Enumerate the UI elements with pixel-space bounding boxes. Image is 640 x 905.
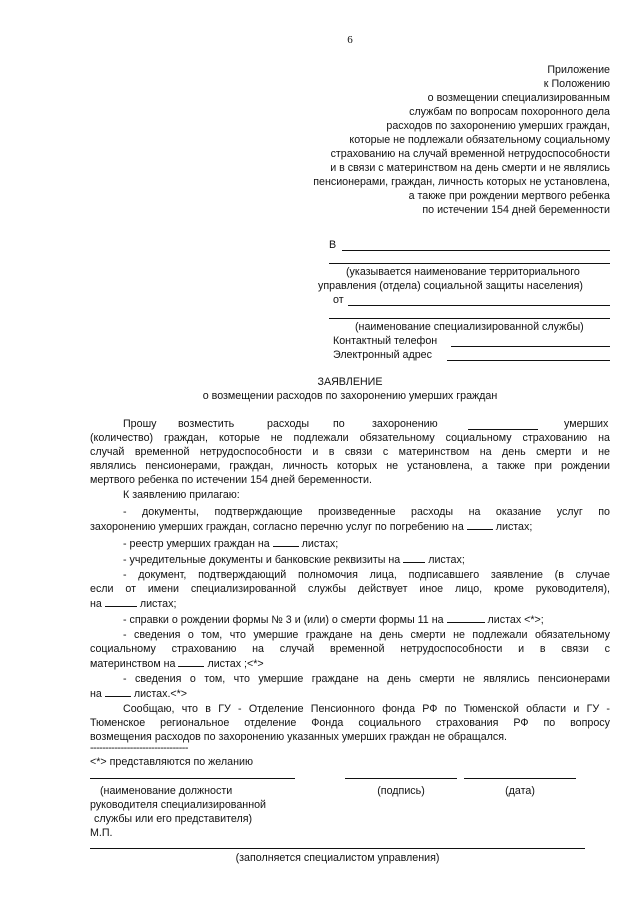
sheets-field[interactable]	[105, 686, 131, 697]
request-word: по	[333, 418, 345, 430]
page-number: 6	[347, 34, 353, 46]
attach-item-5-text: - справки о рождении формы № 3 и (или) о смерти формы 11 на	[123, 614, 444, 626]
request-word: расходы	[267, 418, 310, 430]
attach-item-6-suffix: листах ;<*>	[207, 658, 264, 670]
appendix-line: по истечении 154 дней беременности	[422, 204, 610, 216]
sheets-field[interactable]	[178, 656, 204, 667]
attach-item-3-suffix: листах;	[428, 554, 465, 566]
request-line: мертвого ребенка по истечении 154 дней беременности.	[90, 474, 372, 486]
sheets-field[interactable]	[273, 536, 299, 547]
appendix-line: пенсионерами, граждан, личность которых не установлена,	[313, 176, 610, 188]
attach-item-5	[123, 612, 544, 627]
position-hint-1: (наименование должности	[100, 785, 233, 797]
signature-label: (подпись)	[377, 785, 425, 797]
from-prefix: от	[333, 294, 344, 306]
appendix-line: службам по вопросам похоронного дела	[409, 106, 610, 118]
document-title: ЗАЯВЛЕНИЕ	[317, 376, 383, 388]
attach-item-6-line	[90, 656, 264, 671]
request-word: возместить	[178, 418, 235, 430]
to-prefix: В	[329, 239, 337, 251]
footnote: <*> представляются по желанию	[90, 756, 253, 768]
request-line: случай временной нетрудоспособности и в связи с материнством на день смерти и не	[90, 446, 610, 458]
appendix-line: о возмещении специализированным	[427, 92, 610, 104]
attach-item-3	[123, 552, 465, 567]
attach-item-4-line: - документ, подтверждающий полномочия лица, подписавшего заявление (в случае	[123, 569, 610, 581]
notice-line: Сообщаю, что в ГУ - Отделение Пенсионного фонда РФ по Тюменской области и ГУ -	[123, 703, 610, 715]
specialist-note: (заполняется специалистом управления)	[235, 852, 440, 864]
attach-item-7-suffix: листах.<*>	[133, 688, 188, 700]
sheets-field[interactable]	[403, 552, 425, 563]
stamp-label: М.П.	[90, 827, 113, 839]
attach-intro: К заявлению прилагаю:	[123, 489, 240, 501]
signature-field-line[interactable]	[345, 778, 457, 779]
request-word: умерших	[564, 418, 609, 430]
phone-label: Контактный телефон	[333, 335, 438, 347]
position-field-line[interactable]	[90, 778, 295, 779]
appendix-line: а также при рождении мертвого ребенка	[408, 190, 610, 202]
sheets-field[interactable]	[467, 519, 493, 530]
email-field-line[interactable]	[447, 360, 610, 361]
to-field-line-1[interactable]	[342, 250, 610, 251]
request-line: являлись пенсионерами, граждан, личность которых не установлена, а также при рождении	[90, 460, 610, 472]
attach-item-4-line	[90, 596, 176, 611]
request-word: захоронению	[372, 418, 438, 430]
request-line: (количество) граждан, которые не подлежали обязательному социальному страхованию на	[90, 432, 610, 444]
attach-item-1-suffix: листах;	[495, 521, 533, 533]
sheets-field[interactable]	[105, 596, 137, 607]
phone-field-line[interactable]	[451, 346, 610, 347]
document-subtitle: о возмещении расходов по захоронению умерших граждан	[202, 390, 498, 402]
request-word: Прошу	[123, 418, 157, 430]
attach-item-1-text: захоронению умерших граждан, согласно перечню услуг по погребению на	[90, 521, 464, 533]
attach-item-7-line	[90, 686, 187, 701]
position-hint-3: службы или его представителя)	[94, 813, 253, 825]
attach-item-6-line: - сведения о том, что умершие граждане на день смерти не подлежали обязательному	[123, 629, 610, 641]
appendix-line: Приложение	[547, 64, 610, 76]
attach-item-7-prefix: на	[90, 688, 102, 700]
attach-item-6-prefix: материнством на	[90, 658, 176, 670]
from-field-line-2[interactable]	[329, 318, 610, 319]
appendix-line: к Положению	[543, 78, 610, 90]
attach-item-6-line: социальному страхованию на случай временной нетрудоспособности и в связи с	[90, 643, 610, 655]
attach-item-2	[123, 536, 338, 551]
appendix-line: и в связи с материнством на день смерти и не являлись	[330, 162, 610, 174]
appendix-line: которые не подлежали обязательному социальному	[349, 134, 610, 146]
sheets-field[interactable]	[447, 612, 485, 623]
attach-item-4-prefix: на	[90, 598, 102, 610]
attach-item-2-text: - реестр умерших граждан на	[123, 538, 270, 550]
attach-item-7-line: - сведения о том, что умершие граждане на день смерти не являлись пенсионерами	[123, 673, 610, 685]
attach-item-5-suffix: листах <*>;	[487, 614, 544, 626]
to-hint-1: (указывается наименование территориального	[346, 266, 580, 278]
email-label: Электронный адрес	[333, 349, 432, 361]
footnote-separator: --------------------------------	[90, 742, 188, 754]
notice-line: Тюменское региональное отделение Фонда социального страхования РФ по вопросу	[90, 717, 610, 729]
to-hint-2: управления (отдела) социальной защиты населения)	[318, 280, 583, 292]
attach-item-1-line: - документы, подтверждающие произведенные расходы на оказание услуг по	[123, 506, 610, 518]
appendix-line: расходов по захоронению умерших граждан,	[386, 120, 610, 132]
date-field-line[interactable]	[464, 778, 576, 779]
attach-item-4-suffix: листах;	[139, 598, 177, 610]
position-hint-2: руководителя специализированной	[90, 799, 267, 811]
attach-item-2-suffix: листах;	[301, 538, 339, 550]
attach-item-3-text: - учредительные документы и банковские реквизиты на	[123, 554, 401, 566]
deceased-count-field[interactable]	[468, 429, 538, 430]
appendix-line: страхованию на случай временной нетрудоспособности	[330, 148, 610, 160]
date-label: (дата)	[505, 785, 535, 797]
attach-item-1-line	[90, 519, 532, 534]
from-field-line-1[interactable]	[348, 305, 610, 306]
appendix-block	[240, 63, 610, 217]
attach-item-4-line: если от имени специализированной службы действует иное лицо, кроме руководителя),	[90, 583, 610, 595]
to-field-line-2[interactable]	[329, 263, 610, 264]
specialist-field-line[interactable]	[90, 848, 585, 849]
from-hint: (наименование специализированной службы)	[355, 321, 584, 333]
notice-line: возмещения расходов по захоронению указанных умерших граждан не обращался.	[90, 731, 507, 743]
